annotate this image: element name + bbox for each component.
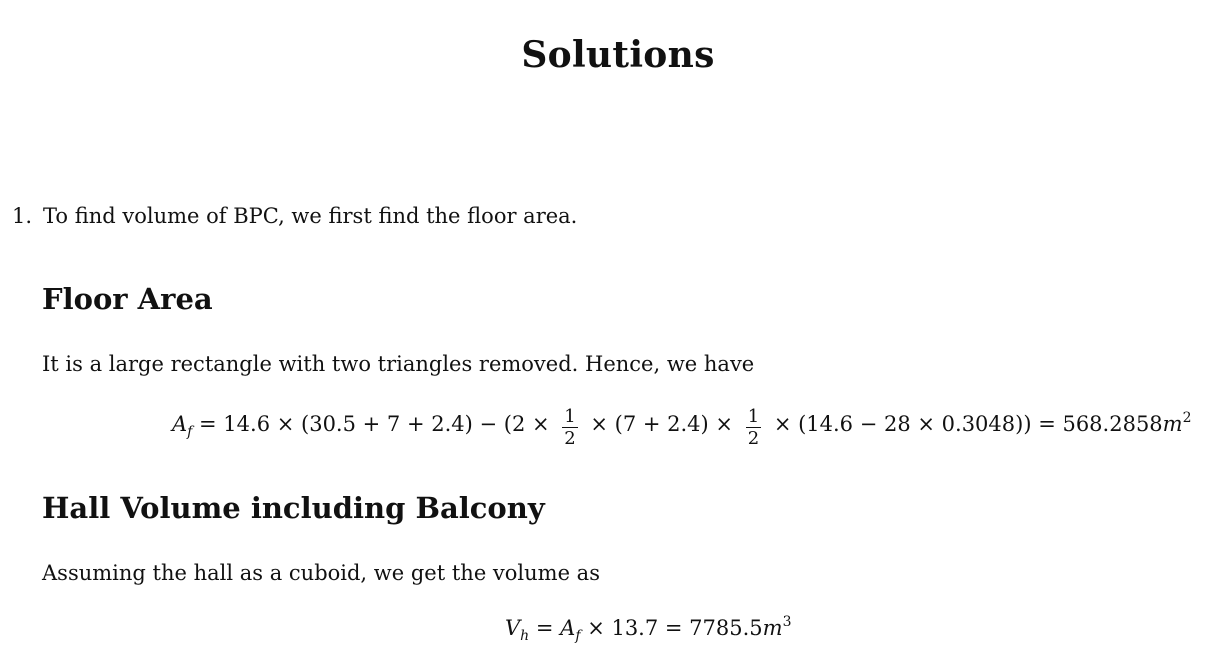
eq-lhs-variable: A xyxy=(172,412,188,436)
fraction-half-2: $\frac{1}{2}$ xyxy=(747,406,760,449)
eq-part-3: × (14.6 − 28 × 0.3048)) = 568.2858 xyxy=(767,412,1163,436)
floor-area-equation xyxy=(172,404,1192,447)
list-item-text: To find volume of BPC, we first find the floor area. xyxy=(43,204,578,228)
eq-unit-exponent: 3 xyxy=(782,614,792,630)
eq-rhs-rest: × 13.7 = 7785.5 xyxy=(580,616,763,640)
eq-equals: = xyxy=(529,616,561,640)
eq-lhs-subscript: f xyxy=(187,424,193,440)
floor-area-heading: Floor Area xyxy=(42,282,213,316)
hall-volume-equation xyxy=(505,614,792,644)
eq-unit: m xyxy=(762,616,783,640)
floor-area-intro: It is a large rectangle with two triangles removed. Hence, we have xyxy=(42,352,755,376)
hall-volume-intro: Assuming the hall as a cuboid, we get the volume as xyxy=(42,561,600,585)
page-title: Solutions xyxy=(521,34,715,76)
eq-unit-exponent: 2 xyxy=(1182,410,1192,426)
hall-volume-heading: Hall Volume including Balcony xyxy=(42,491,545,525)
eq-lhs-subscript: h xyxy=(520,628,530,644)
eq-part-2: × (7 + 2.4) × xyxy=(583,412,740,436)
eq-part-1: = 14.6 × (30.5 + 7 + 2.4) − (2 × xyxy=(192,412,557,436)
eq-unit: m xyxy=(1162,412,1183,436)
list-item-number: 1. xyxy=(12,204,33,228)
list-item xyxy=(12,204,577,228)
eq-rhs-variable: A xyxy=(560,616,576,640)
fraction-half-1: $\frac{1}{2}$ xyxy=(564,406,576,449)
eq-rhs-subscript: f xyxy=(575,628,581,644)
eq-lhs-variable: V xyxy=(505,616,521,640)
